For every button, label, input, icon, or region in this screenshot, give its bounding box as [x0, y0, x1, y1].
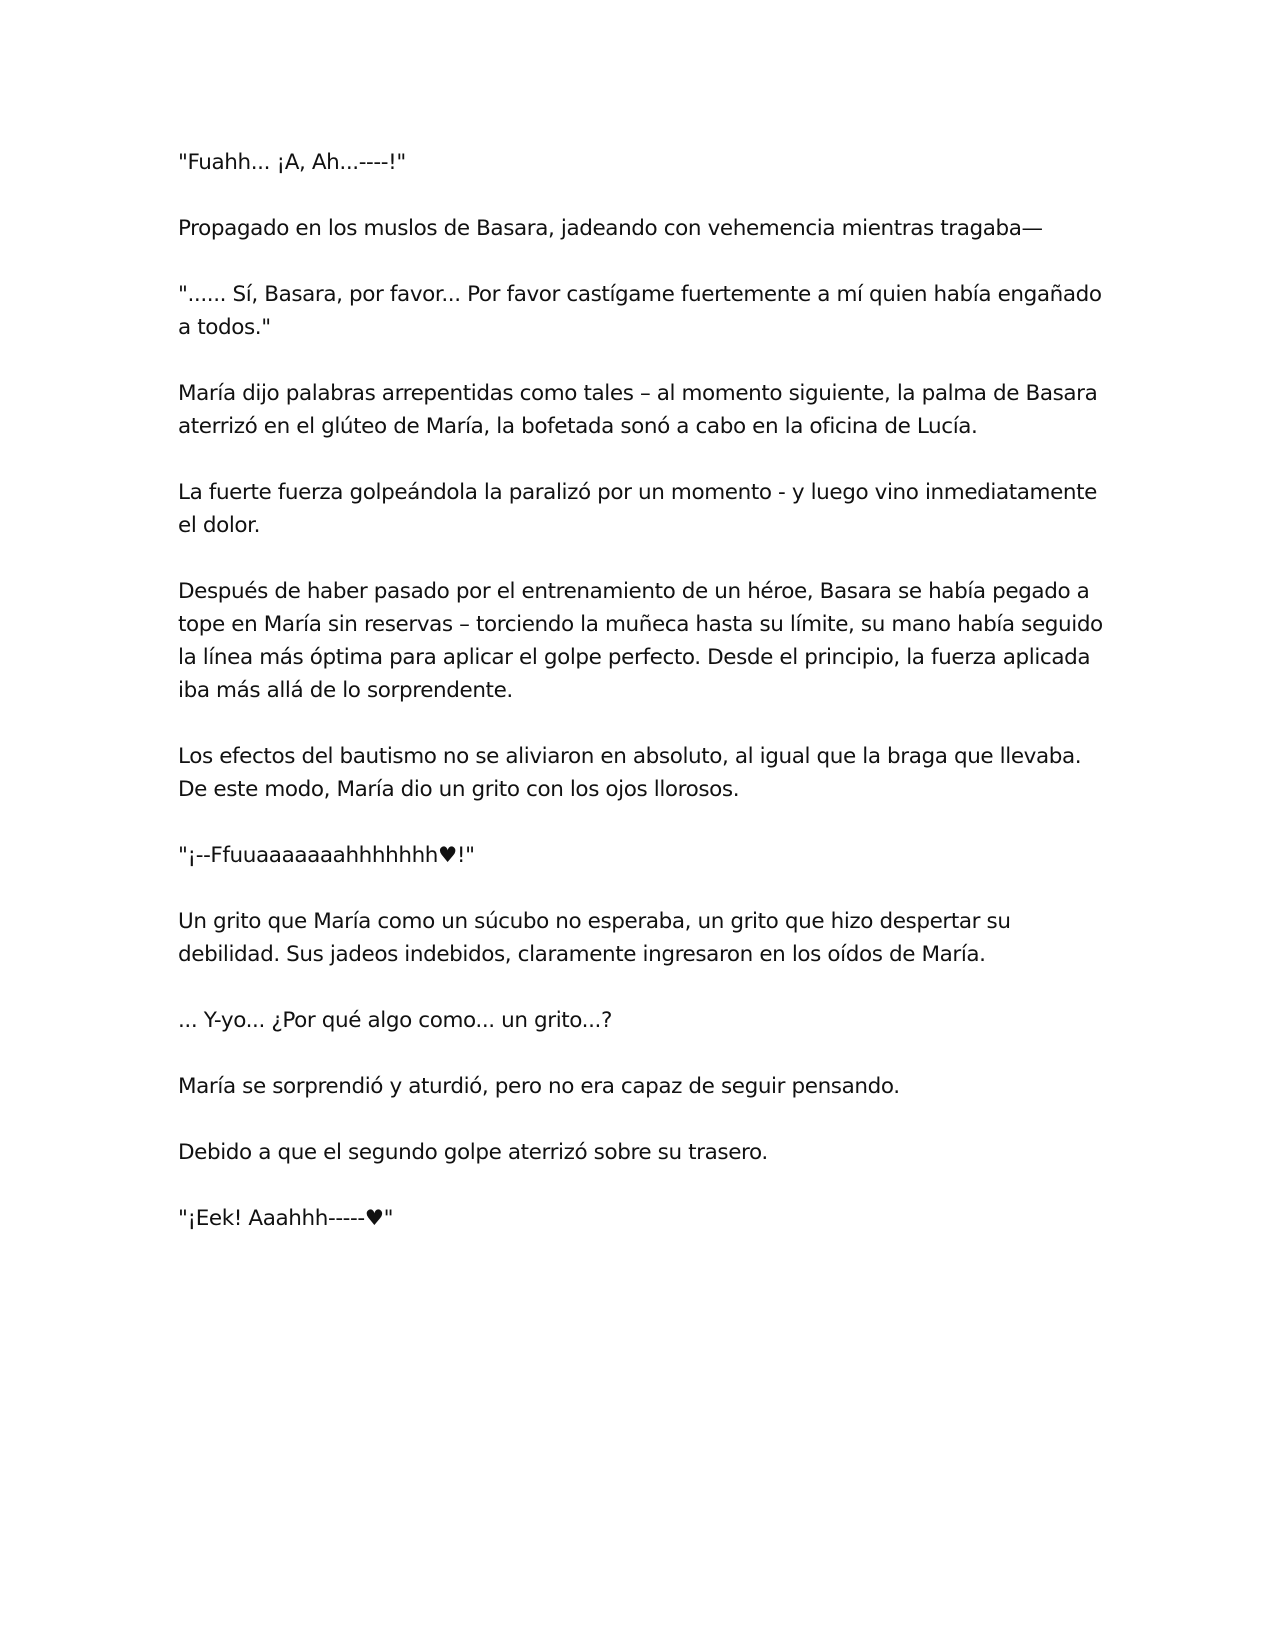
document-body: [178, 146, 1110, 1268]
paragraph: Propagado en los muslos de Basara, jadeando con vehemencia mientras tragaba—: [178, 216, 1043, 241]
paragraph: Un grito que María como un súcubo no esperaba, un grito que hizo despertar su debilidad. Sus jadeos indebidos, claramente ingresaron en los oídos de María.: [178, 909, 1017, 967]
paragraph: "¡--Ffuuaaaaaaahhhhhhh♥!": [178, 843, 475, 868]
paragraph: Los efectos del bautismo no se aliviaron en absoluto, al igual que la braga que llevaba. De este modo, María dio un grito con los ojos llorosos.: [178, 744, 1088, 802]
paragraph: La fuerte fuerza golpeándola la paralizó por un momento - y luego vino inmediatamente el dolor.: [178, 480, 1104, 538]
paragraph: María dijo palabras arrepentidas como tales – al momento siguiente, la palma de Basara aterrizó en el glúteo de María, la bofetada sonó a cabo en la oficina de Lucía.: [178, 381, 1104, 439]
paragraph: "Fuahh... ¡A, Ah...----!": [178, 150, 406, 175]
paragraph: "¡Eek! Aaahhh-----♥": [178, 1206, 394, 1231]
paragraph: María se sorprendió y aturdió, pero no era capaz de seguir pensando.: [178, 1074, 900, 1099]
paragraph: "...... Sí, Basara, por favor... Por favor castígame fuertemente a mí quien había engañado a todos.": [178, 282, 1109, 340]
paragraph: ... Y-yo... ¿Por qué algo como... un grito...?: [178, 1008, 612, 1033]
paragraph: Después de haber pasado por el entrenamiento de un héroe, Basara se había pegado a tope en María sin reservas – torciendo la muñeca hasta su límite, su mano había seguido la línea más óptima para aplicar el golpe perfecto. Desde el principio, la fuerza aplicada iba más allá de lo sorprendente.: [178, 579, 1110, 703]
paragraph: Debido a que el segundo golpe aterrizó sobre su trasero.: [178, 1140, 768, 1165]
